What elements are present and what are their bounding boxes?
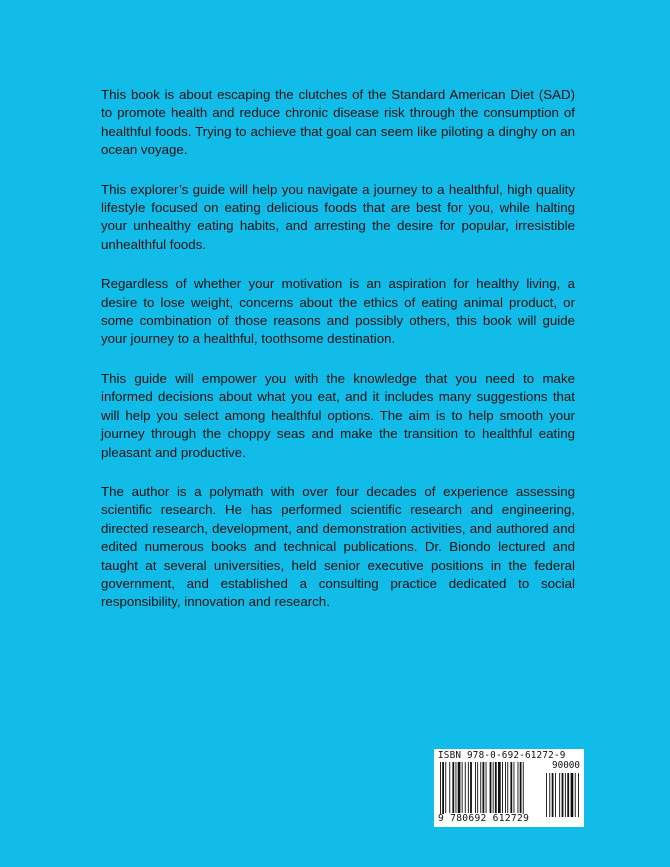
barcode-bar: [449, 762, 450, 813]
barcode-bar: [440, 762, 441, 817]
barcode-bar: [442, 762, 444, 817]
barcode-bar: [475, 762, 476, 813]
barcode-bar: [495, 762, 497, 813]
blurb-paragraph-4: This guide will empower you with the knowledge that you need to make informed decisions about what you eat, and it includes many suggestions that will help you select among healthful options. The aim is to help smooth your journey through the choppy seas and make the transition to healthful eating pleasant and productive.: [101, 370, 575, 460]
isbn-label: ISBN 978-0-692-61272-9: [438, 750, 566, 761]
barcode-bar: [510, 762, 512, 813]
barcode-bar: [456, 762, 457, 813]
barcode-bar: [483, 762, 485, 813]
blurb-paragraph-2: This explorer’s guide will help you navigate a journey to a healthful, high quality lifestyle focused on eating delicious foods that are best for you, while halting your unhealthy eating habits, and arresting the desire for popular, irresistible unhealthful foods.: [101, 181, 575, 252]
barcode-bar: [458, 762, 461, 813]
barcode-bar: [470, 762, 472, 813]
barcode-digits: 9 780692 612729: [438, 813, 530, 824]
barcode-bar: [490, 762, 492, 813]
barcode-bar: [445, 762, 446, 813]
blurb-text: [101, 86, 575, 633]
author-bio-paragraph: The author is a polymath with over four decades of experience assessing scientific research. He has performed scientific research and engineering, directed research, development, and demonstration activities, and authored and edited numerous books and technical publications. Dr. Biondo lectured and taught at several universities, held senior executive positions in the federal government, and established a consulting practice dedicated to social responsibility, innovation and research.: [101, 483, 575, 610]
barcode-addon-bar: [565, 773, 566, 817]
barcode-bar: [465, 762, 466, 813]
barcode-bar: [477, 762, 478, 813]
blurb-paragraph-1: This book is about escaping the clutches of the Standard American Diet (SAD) to promote health and reduce chronic disease risk through the consumption of healthful foods. Trying to achieve that goal can seem like piloting a dinghy on an ocean voyage.: [101, 87, 575, 158]
barcode-addon-bar: [552, 773, 554, 817]
barcode-addon-bar: [555, 773, 556, 817]
barcode-bar: [523, 762, 524, 817]
barcode-bar: [507, 762, 508, 813]
barcode-bar: [452, 762, 454, 813]
barcode-bar: [486, 762, 487, 813]
isbn-barcode: [434, 749, 584, 827]
barcode-bar: [462, 762, 463, 813]
price-code: 90000: [552, 760, 580, 771]
barcode-bar: [493, 762, 494, 813]
barcode-addon-bar: [578, 773, 579, 817]
barcode-bar: [468, 762, 469, 813]
barcode-bar: [505, 762, 506, 813]
barcode-bar: [498, 762, 501, 813]
barcode-bar: [520, 762, 522, 813]
barcode-addon-bar: [549, 773, 550, 817]
barcode-addon-bar: [567, 773, 569, 817]
barcode-bar: [502, 762, 503, 813]
barcode-addon-bar: [575, 773, 576, 817]
barcode-bar: [480, 762, 481, 813]
barcode-addon-bar: [546, 773, 547, 817]
barcode-bar: [518, 762, 519, 813]
barcode-addon-bar: [571, 773, 574, 817]
barcode-addon-bar: [559, 773, 560, 817]
barcode-addon-bar: [562, 773, 564, 817]
blurb-paragraph-3: Regardless of whether your motivation is an aspiration for healthy living, a desire to lose weight, concerns about the ethics of eating animal product, or some combination of those reasons and possibly others, this book will guide your journey to a healthful, toothsome destination.: [101, 276, 575, 347]
barcode-bar: [514, 762, 515, 813]
